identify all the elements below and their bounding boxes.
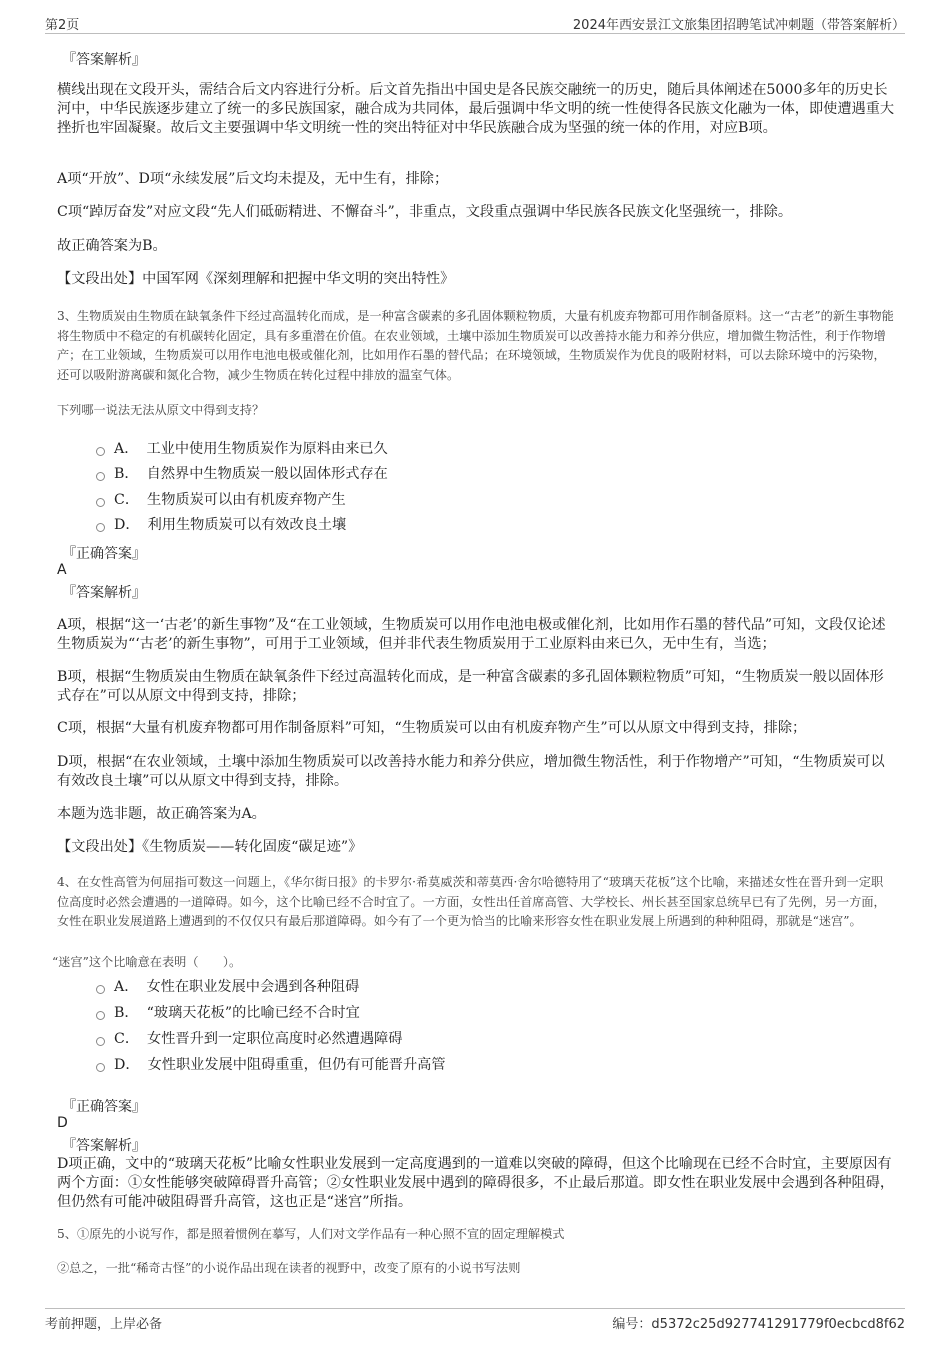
footer-slogan: 考前押题，上岸必备 [45,1317,163,1332]
option-text: 自然界中生物质炭一般以固体形式存在 [146,466,388,482]
question-stem: 4、在女性高管为何屈指可数这一问题上，《华尔街日报》的卡罗尔·希莫威茨和蒂莫西·舍尔哈德特用了“玻璃天花板”这个比喻，来描述女性在晋升到一定职位高度时必然会遭遇的一道障碍。如今，这个比喻已经不合时宜了。一方面，女性出任首席高管、大学校长、州长甚至国家总统早已有了先例，另一方面，女性在职业发展道路上遭遇到的不仅仅只有最后那道障碍。如今有了一个更为恰当的比喻来形容女性在职业发展上所遇到的种种阻碍，那就是“迷宫”。 [57,875,886,928]
radio-icon[interactable] [96,1063,105,1072]
option-label: A． [114,979,139,995]
explain-paragraph: C项，根据“大量有机废弃物都可用作制备原料”可知，“生物质炭可以由有机废弃物产生”可以从原文中得到支持，排除； [57,720,807,736]
explain-paragraph: C项“踔厉奋发”对应文段“先人们砥砺精进、不懈奋斗”，非重点，文段重点强调中华民族各民族文化坚强统一，排除。 [57,204,793,220]
correct-answer: D [57,1115,68,1131]
option-label: B． [114,1005,139,1021]
explain-paragraph: D项，根据“在农业领域，土壤中添加生物质炭可以改善持水能力和养分供应，增加微生物活性，利于作物增产”可知，“生物质炭可以有效改良土壤”可以从原文中得到支持，排除。 [57,754,885,789]
code-value: d5372c25d927741291779f0ecbcd8f62 [651,1317,905,1332]
option-label: D． [114,517,140,533]
option-c[interactable] [96,1028,402,1048]
option-d[interactable] [96,1054,446,1074]
option-label: A． [114,441,139,457]
option-text: 女性晋升到一定职位高度时必然遭遇障碍 [147,1031,403,1047]
question-line: 5、①原先的小说写作，都是照着惯例在摹写，人们对文学作品有一种心照不宣的固定理解模式 [57,1227,565,1241]
option-text: “玻璃天花板”的比喻已经不合时宜 [146,1005,360,1021]
option-label: B． [114,466,139,482]
header-divider [45,33,905,34]
question-stem: 3、生物质炭由生物质在缺氧条件下经过高温转化而成，是一种富含碳素的多孔固体颗粒物质，大量有机废弃物都可用作制备原料。这一“古老”的新生事物能将生物质中不稳定的有机碳转化固定，具有多重潜在价值。在农业领域，土壤中添加生物质炭可以改善持水能力和养分供应，增加微生物活性，利于作物增产；在工业领域，生物质炭可以用作电池电极或催化剂，比如用作石墨的替代品；在环境领域，生物质炭作为优良的吸附材料，可以去除环境中的污染物，还可以吸附游离碳和氮化合物，减少生物质在转化过程中排放的温室气体。 [57,309,894,382]
explain-paragraph: B项，根据“生物质炭由生物质在缺氧条件下经过高温转化而成，是一种富含碳素的多孔固体颗粒物质”可知，“生物质炭一般以固体形式存在”可以从原文中得到支持，排除； [57,669,884,704]
explain-paragraph: 故正确答案为B。 [57,238,167,254]
option-b[interactable] [96,1002,360,1022]
question-line: ②总之，一批“稀奇古怪”的小说作品出现在读者的视野中，改变了原有的小说书写法则 [57,1261,521,1275]
option-label: C． [114,492,140,508]
option-b[interactable] [96,463,388,483]
option-c[interactable] [96,489,346,509]
option-text: 女性在职业发展中会遇到各种阻碍 [146,979,360,995]
answer-tag: 『正确答案』 [62,546,146,562]
page-number: 第2页 [45,18,80,33]
option-text: 女性职业发展中阻碍重重，但仍有可能晋升高管 [147,1057,446,1073]
document-code [612,1313,905,1332]
radio-icon[interactable] [96,1037,105,1046]
radio-icon[interactable] [96,498,105,507]
explain-tag: 『答案解析』 [62,1138,146,1154]
code-label: 编号： [612,1317,652,1332]
option-a[interactable] [96,438,388,458]
option-text: 工业中使用生物质炭作为原料由来已久 [146,441,388,457]
option-text: 利用生物质炭可以有效改良土壤 [147,517,347,533]
correct-answer: A [57,562,67,578]
source-citation: 【文段出处】《生物质炭——转化固废“碳足迹”》 [57,839,363,855]
radio-icon[interactable] [96,472,105,481]
footer-divider [45,1308,905,1309]
radio-icon[interactable] [96,447,105,456]
explain-tag: 『答案解析』 [62,585,146,601]
explain-paragraph: D项正确，文中的“玻璃天花板”比喻女性职业发展到一定高度遇到的一道难以突破的障碍，但这个比喻现在已经不合时宜，主要原因有两个方面：①女性能够突破障碍晋升高管；②女性职业发展中遇到的障碍很多，不止最后那道。即女性在职业发展中会遇到各种阻碍，但仍然有可能冲破阻碍晋升高管，这也正是“迷宫”所指。 [57,1156,895,1210]
explain-paragraph: A项，根据“这一‘古老’的新生事物”及“在工业领域，生物质炭可以用作电池电极或催化剂，比如用作石墨的替代品”可知，文段仅论述生物质炭为“‘古老’的新生事物”，可用于工业领域，但并非代表生物质炭用于工业原料由来已久，无中生有，当选； [57,617,886,652]
radio-icon[interactable] [96,523,105,532]
source-citation: 【文段出处】中国军网《深刻理解和把握中华文明的突出特性》 [57,271,455,287]
explain-paragraph: 本题为选非题，故正确答案为A。 [57,806,266,822]
answer-tag: 『正确答案』 [62,1099,146,1115]
option-a[interactable] [96,976,359,996]
explain-paragraph: A项“开放”、D项“永续发展”后文均未提及，无中生有，排除； [57,171,449,187]
document-title: 2024年西安景江文旅集团招聘笔试冲刺题（带答案解析） [572,18,905,33]
explain-paragraph: 横线出现在文段开头，需结合后文内容进行分析。后文首先指出中国史是各民族交融统一的历史，随后具体阐述在5000多年的历史长河中，中华民族逐步建立了统一的多民族国家，融合成为共同体，最后强调中华文明的统一性使得各民族文化融为一体，即使遭遇重大挫折也牢固凝聚。故后文主要强调中华文明统一性的突出特征对中华民族融合成为坚强的统一体的作用，对应B项。 [57,82,895,136]
question-prompt: “迷宫”这个比喻意在表明（ ）。 [52,955,242,969]
option-label: C． [114,1031,140,1047]
radio-icon[interactable] [96,1011,105,1020]
option-d[interactable] [96,514,346,534]
option-label: D． [114,1057,140,1073]
question-prompt: 下列哪一说法无法从原文中得到支持？ [57,403,265,417]
option-text: 生物质炭可以由有机废弃物产生 [147,492,346,508]
explain-tag: 『答案解析』 [62,52,146,68]
radio-icon[interactable] [96,985,105,994]
